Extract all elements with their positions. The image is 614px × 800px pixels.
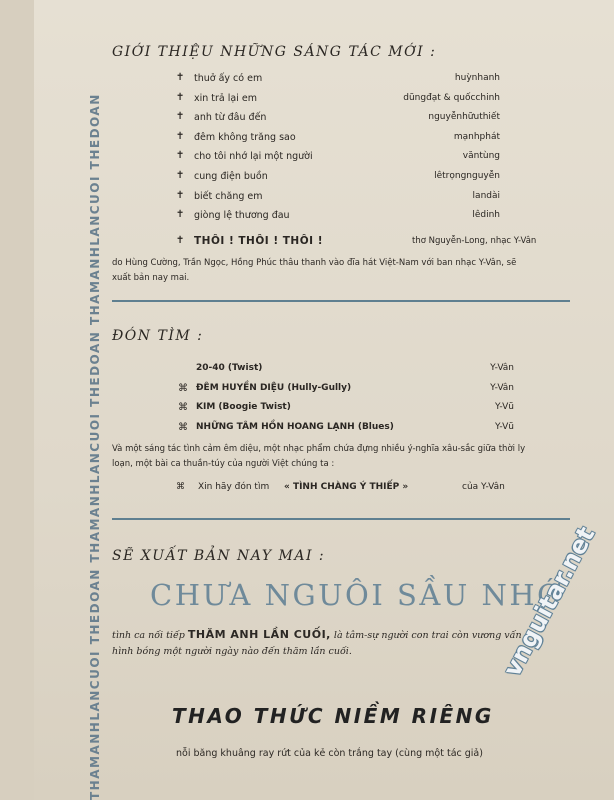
await-heading: ĐÓN TÌM : <box>112 328 204 344</box>
intro-paragraph-line: xuất bản nay mai. <box>112 273 190 283</box>
cross-icon: ✝ <box>176 209 185 221</box>
star-icon: ⌘ <box>178 402 188 413</box>
song-author: huỳnhanh <box>454 73 500 83</box>
await-song-author: Y-Vũ <box>494 421 514 432</box>
invite-title: « TÌNH CHÀNG Ý THIẾP » <box>284 482 409 492</box>
song-author: landài <box>472 190 500 201</box>
await-song-author: Y-Vân <box>490 382 514 393</box>
song-list-item <box>176 70 500 90</box>
star-icon: ⌘ <box>178 382 188 394</box>
upcoming-tagline: nỗi băng khuâng ray rứt của kẻ còn trắng tay (cùng một tác giả) <box>176 748 483 759</box>
cross-icon: ✝ <box>176 189 185 201</box>
song-title: xin trả lại em <box>194 92 257 104</box>
section-divider <box>112 518 570 520</box>
song-title: cung điện buồn <box>194 170 268 182</box>
upcoming-description <box>112 628 522 641</box>
song-title: giòng lệ thương đau <box>194 210 290 222</box>
await-song-title: KIM (Boogie Twist) <box>196 402 291 412</box>
await-song-author: Y-Vân <box>490 363 514 373</box>
site-watermark: vnguitar.net <box>498 522 601 682</box>
side-vertical-label: THAMANHLANCUOI THEDOAN THAMANHLANCUOI THEDOAN THAMANHLANCUOI THEDOAN <box>88 93 102 800</box>
cross-icon: ✝ <box>176 169 185 181</box>
song-list-item <box>176 129 500 149</box>
upcoming-desc-bold: THĂM ANH LẦN CUỐI, <box>187 628 331 641</box>
song-author: lêtrọngnguyễn <box>434 170 500 181</box>
invite-prefix: Xin hãy đón tìm <box>198 482 270 492</box>
await-song-title: 20-40 (Twist) <box>196 363 263 373</box>
upcoming-sub-title: THAO THỨC NIỀM RIÊNG <box>172 704 494 728</box>
side-vertical-text <box>70 0 102 800</box>
star-icon: ⌘ <box>178 421 188 433</box>
song-list-item <box>176 168 500 188</box>
upcoming-desc-post: là tâm-sự người con trai còn vương vấn <box>333 630 522 641</box>
song-title: anh từ đâu đến <box>194 112 267 124</box>
featured-song-title: THÔI ! THÔI ! THÔI ! <box>194 235 323 247</box>
cross-icon: ✝ <box>176 72 185 83</box>
star-icon: ⌘ <box>176 482 185 492</box>
cross-icon: ✝ <box>176 130 185 142</box>
song-title: đêm không trăng sao <box>194 131 296 143</box>
song-author: nguyễnhữuthiết <box>428 112 500 123</box>
await-song-title: ĐÊM HUYỀN DIỆU (Hully-Gully) <box>196 382 352 393</box>
await-paragraph-line: Và một sáng tác tình cảm êm diệu, một nhạc phẩm chứa đựng nhiều ý-nghĩa xâu-sắc giữa thời ly <box>112 444 526 454</box>
await-paragraph <box>112 442 582 472</box>
song-title: biết chăng em <box>194 190 263 202</box>
intro-heading: GIỚI THIỆU NHỮNG SÁNG TÁC MỚI : <box>112 44 437 60</box>
section-divider <box>112 300 570 302</box>
song-list-item <box>176 188 500 208</box>
intro-paragraph <box>112 256 582 286</box>
await-song-list <box>178 361 514 439</box>
await-song-title: NHỮNG TÂM HỒN HOANG LẠNH (Blues) <box>196 421 394 432</box>
intro-song-list <box>176 70 500 227</box>
song-list-item <box>176 109 500 129</box>
left-margin-band <box>0 0 34 800</box>
upcoming-big-title: CHƯA NGUÔI SẦU NHỚ <box>150 578 564 612</box>
upcoming-desc-pre: tình ca nối tiếp <box>112 630 185 641</box>
featured-song-credit: thơ Nguyễn-Long, nhạc Y-Vân <box>412 236 537 246</box>
intro-paragraph-line: do Hùng Cường, Trần Ngọc, Hồng Phúc thâu thanh vào đĩa hát Việt-Nam với ban nhạc Y-Vân, sẽ <box>112 258 517 268</box>
song-list-item <box>176 90 500 110</box>
upcoming-heading: SẼ XUẤT BẢN NAY MAI : <box>112 548 326 564</box>
song-title: thuở ấy có em <box>194 73 263 84</box>
song-author: mạnhphát <box>453 131 500 142</box>
song-list-item <box>176 207 500 227</box>
await-list-item <box>178 400 514 420</box>
invite-credit: của Y-Vân <box>462 482 505 492</box>
await-list-item <box>178 420 514 440</box>
await-paragraph-line: loạn, một bài ca thuần-túy của người Việt chúng ta : <box>112 459 335 469</box>
cross-icon: ✝ <box>176 235 185 246</box>
song-author: dũngđạt & quốcchinh <box>403 92 500 103</box>
cross-icon: ✝ <box>176 111 185 123</box>
song-author: văntùng <box>462 151 500 162</box>
await-song-author: Y-Vũ <box>494 402 514 412</box>
upcoming-description-line2: hình bóng một người ngày nào đến thăm lần cuối. <box>112 646 352 657</box>
song-author: lêdinh <box>472 210 500 221</box>
cross-icon: ✝ <box>176 91 185 103</box>
song-title: cho tôi nhớ lại một người <box>194 151 313 163</box>
cross-icon: ✝ <box>176 150 185 162</box>
await-list-item <box>178 361 514 381</box>
await-list-item <box>178 381 514 401</box>
song-list-item <box>176 148 500 168</box>
